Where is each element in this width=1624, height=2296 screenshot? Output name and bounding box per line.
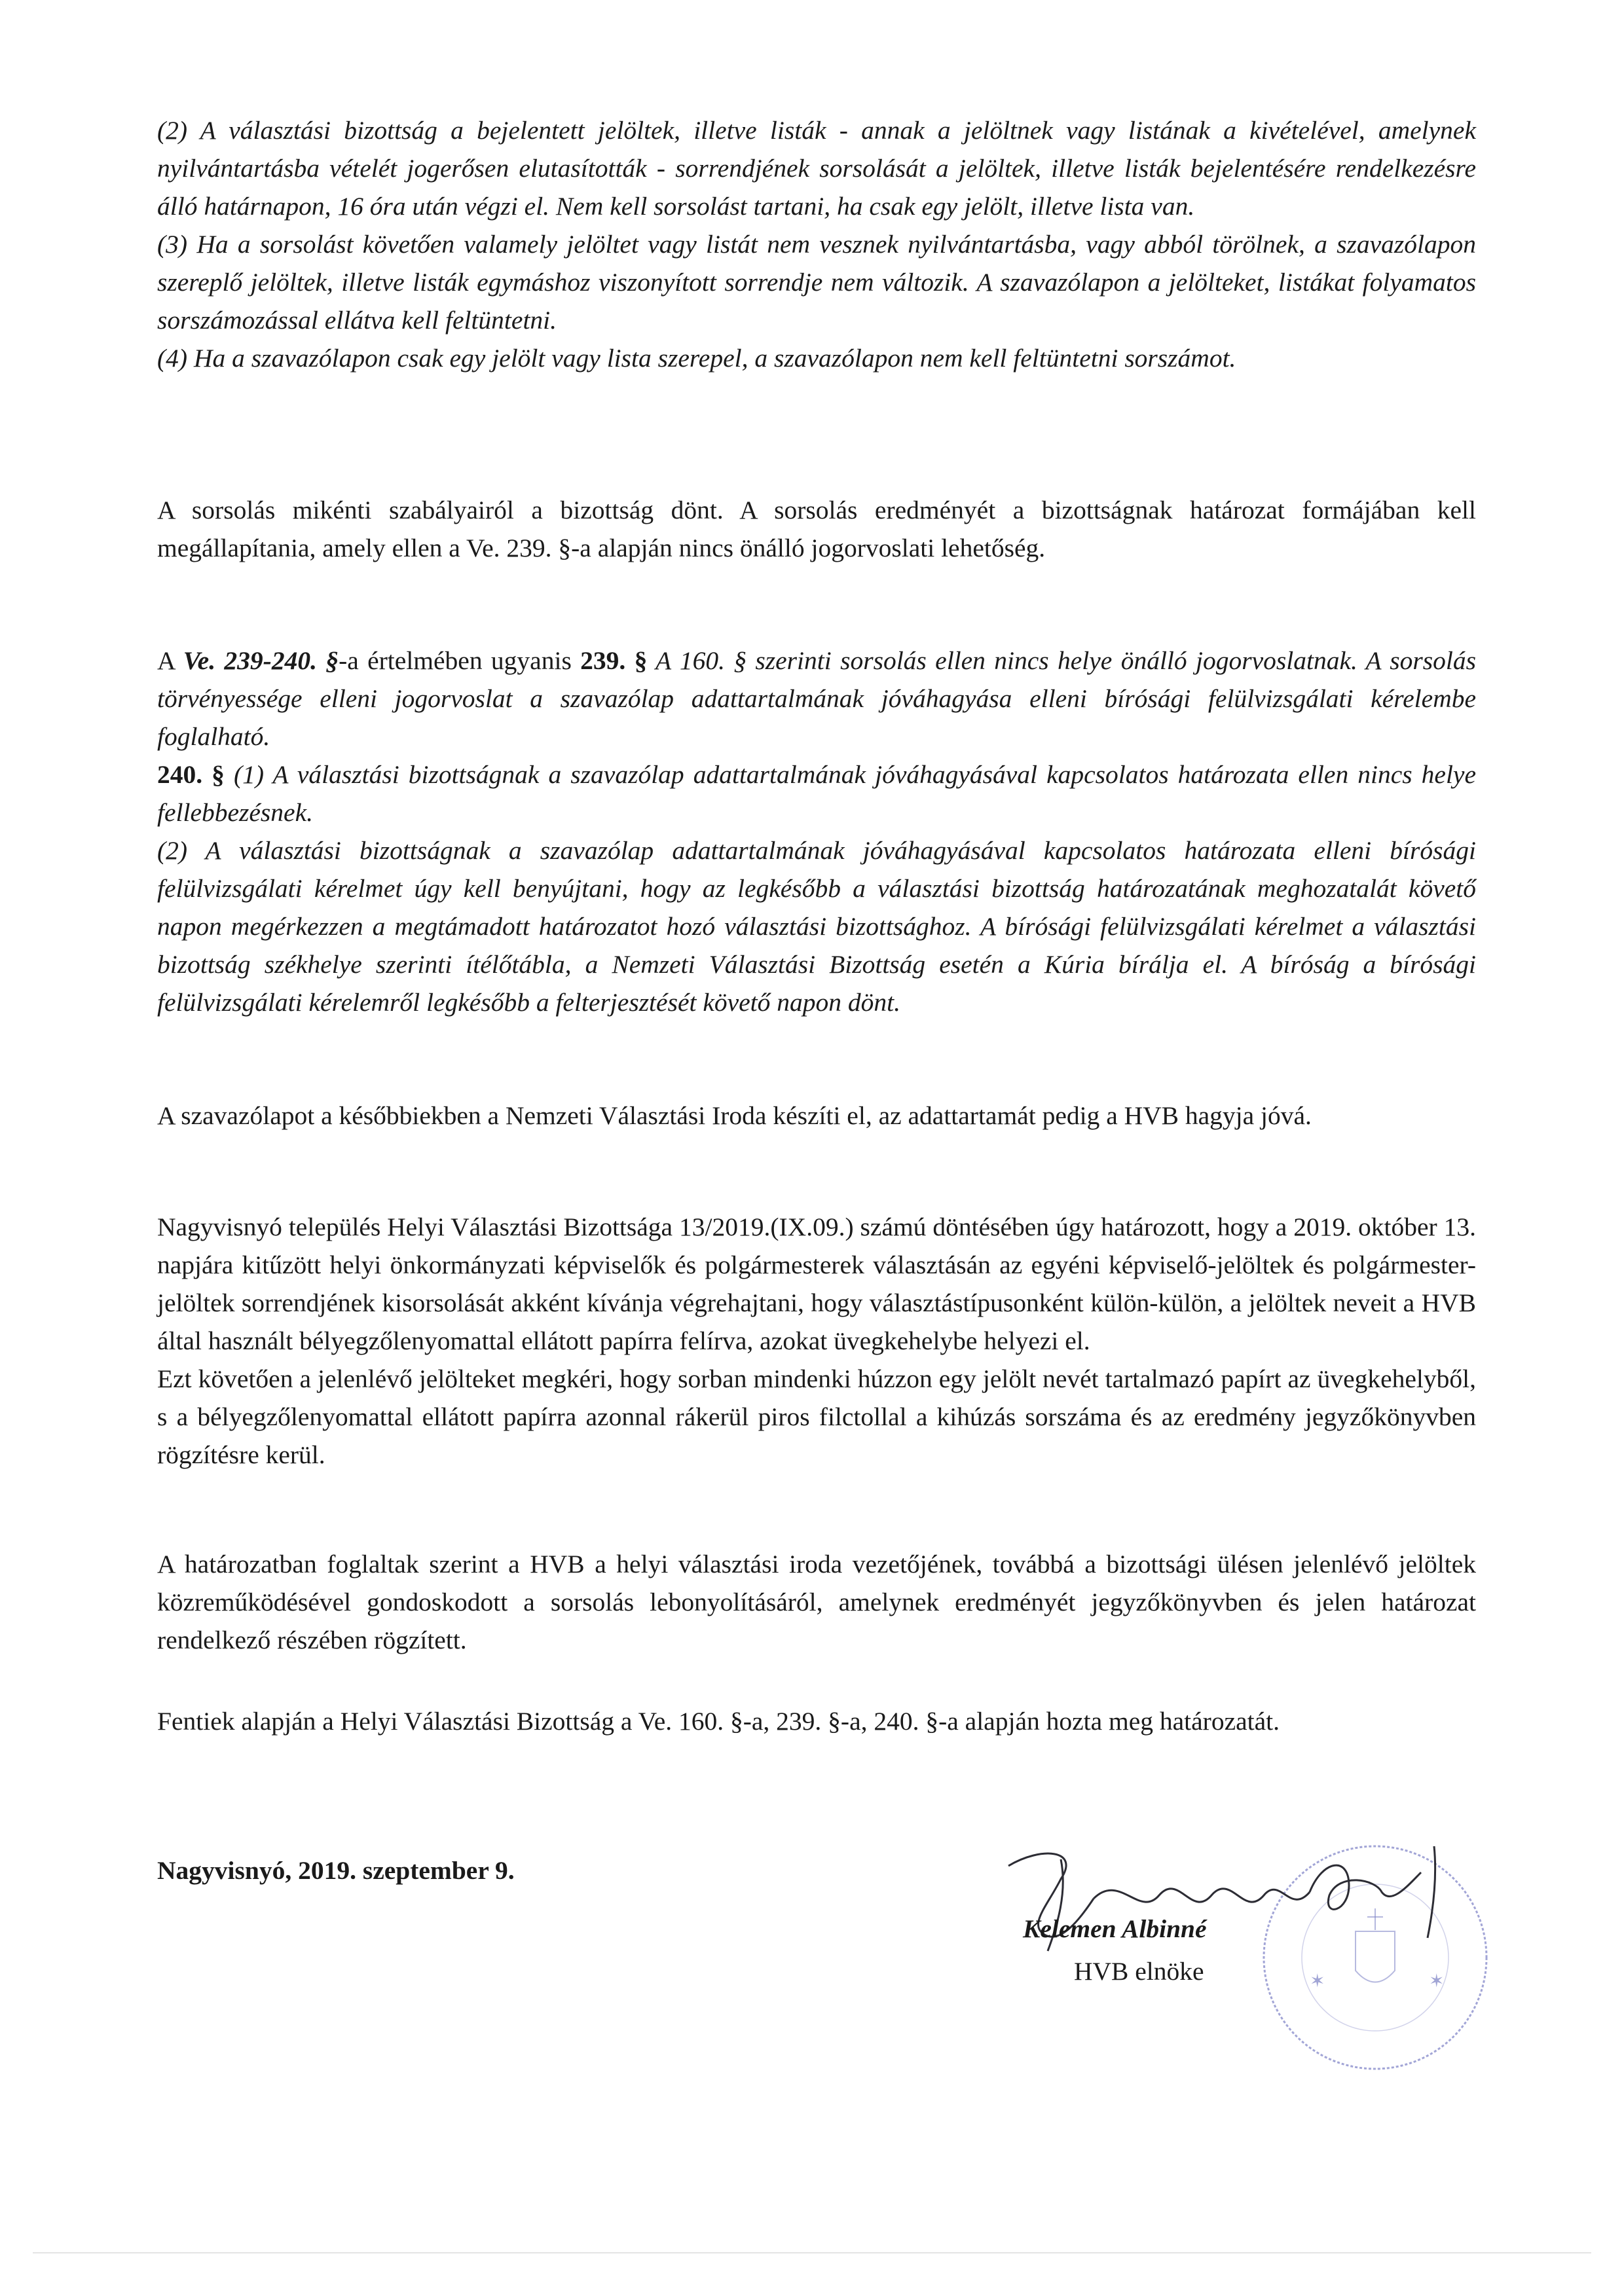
place-date: Nagyvisnyó, 2019. szeptember 9. bbox=[157, 1856, 515, 1885]
signer-name: Kelemen Albinné bbox=[1023, 1914, 1207, 1943]
quote-paragraph-3: (3) Ha a sorsolást követően valamely jelöltet vagy listát nem vesznek nyilvántartásba, vagy abból törölnek, a szavazólapon szereplő jelöltek, illetve listák egymáshoz viszonyított sorrendje nem változik. A szavazólapon a jelölteket, listákat folyamatos sorszámozással ellátva kell feltüntetni. bbox=[157, 230, 1476, 335]
decision-paragraph-2: Ezt követően a jelenlévő jelölteket megkéri, hogy sorban mindenki húzzon egy jelölt nevét tartalmazó papírt az üvegkehelyből, s a bélyegzőlenyomattal ellátott papírra azonnal rákerül piros filctollal a kihúzás sorszáma és az eredmény jegyzőkönyvben rögzítésre kerül. bbox=[157, 1364, 1476, 1469]
section-240-1-text: (1) A választási bizottságnak a szavazólap adattartalmának jóváhagyásával kapcsolatos határozata ellen nincs helye fellebbezésnek. bbox=[157, 760, 1477, 827]
svg-text:✶: ✶ bbox=[1429, 1971, 1445, 1991]
law-quote-160 bbox=[157, 111, 1476, 377]
ve-239-paragraph bbox=[157, 642, 1476, 756]
ve-intro: A bbox=[157, 646, 183, 675]
section-239-ref: 239. § bbox=[580, 646, 648, 675]
decision-paragraph-1: Nagyvisnyó település Helyi Választási Bizottsága 13/2019.(IX.09.) számú döntésében úgy határozott, hogy a 2019. október 13. napjára kitűzött helyi önkormányzati képviselők és polgármesterek választásán az egyéni képviselő-jelöltek és polgármester-jelöltek sorrendjének kisorsolását akként kívánja végrehajtani, hogy választástípusonként külön-külön, a jelöltek neveit a HVB által használt bélyegzőlenyomattal ellátott papírra felírva, azokat üvegkehelybe helyezi el. bbox=[157, 1212, 1476, 1355]
quote-paragraph-2: (2) A választási bizottság a bejelentett jelöltek, illetve listák - annak a jelöltnek vagy listának a kivételével, amelynek nyilvántartásba vételét jogerősen elutasították - sorrendjének sorsolását a jelöltek, illetve listák bejelentésére rendelkezésre álló határnapon, 16 óra után végzi el. Nem kell sorsolást tartani, ha csak egy jelölt, illetve lista van. bbox=[157, 116, 1476, 221]
section-240-2-text: (2) A választási bizottságnak a szavazólap adattartalmának jóváhagyásával kapcsolatos határozata elleni bírósági felülvizsgálati kérelmet úgy kell benyújtani, hogy az legkésőbb a választási bizottság határozatának meghozatalát követő napon megérkezzen a megtámadott határozatot hozó választási bizottsághoz. A bírósági felülvizsgálati kérelmet a választási bizottság székhelye szerinti ítélőtábla, a Nemzeti Választási Bizottság esetén a Kúria bírálja el. A bíróság a bírósági felülvizsgálati kérelemről legkésőbb a felterjesztését követő napon dönt. bbox=[157, 836, 1476, 1017]
scan-edge-line bbox=[33, 2252, 1591, 2253]
rules-paragraph: A sorsolás mikénti szabályairól a bizottság dönt. A sorsolás eredményét a bizottságnak határozat formájában kell megállapítania, amely ellen a Ve. 239. §-a alapján nincs önálló jogorvoslati lehetőség. bbox=[157, 496, 1476, 562]
basis-paragraph: Fentiek alapján a Helyi Választási Bizottság a Ve. 160. §-a, 239. §-a, 240. §-a alapján hozta meg határozatát. bbox=[157, 1707, 1280, 1736]
ve-240-paragraph bbox=[157, 756, 1476, 831]
ve-quote-239-240 bbox=[157, 642, 1476, 1021]
execution-paragraph: A határozatban foglaltak szerint a HVB a helyi választási iroda vezetőjének, továbbá a bizottsági ülésen jelenlévő jelöltek közreműködésével gondoskodott a sorsolás lebonyolításáról, amelynek eredményét jegyzőkönyvben és jelen határozat rendelkező részében rögzített. bbox=[157, 1550, 1476, 1654]
ve-reference: Ve. 239-240. § bbox=[183, 646, 339, 675]
section-239-text: A 160. § szerinti sorsolás ellen nincs helye önálló jogorvoslatnak. A sorsolás törvényessége elleni jogorvoslat a szavazólap adattartalmának jóváhagyása elleni bírósági felülvizsgálati kérelembe foglalható. bbox=[157, 646, 1476, 751]
ballot-paragraph: A szavazólapot a későbbiekben a Nemzeti Választási Iroda készíti el, az adattartamát pedig a HVB hagyja jóvá. bbox=[157, 1101, 1312, 1130]
ve-connector: -a értelmében ugyanis bbox=[339, 646, 581, 675]
decision-section bbox=[157, 1208, 1476, 1474]
signer-role: HVB elnöke bbox=[1074, 1957, 1204, 1986]
quote-paragraph-4: (4) Ha a szavazólapon csak egy jelölt vagy lista szerepel, a szavazólapon nem kell feltüntetni sorszámot. bbox=[157, 344, 1236, 373]
section-240-ref: 240. § bbox=[157, 760, 225, 789]
svg-text:✶: ✶ bbox=[1310, 1971, 1325, 1991]
